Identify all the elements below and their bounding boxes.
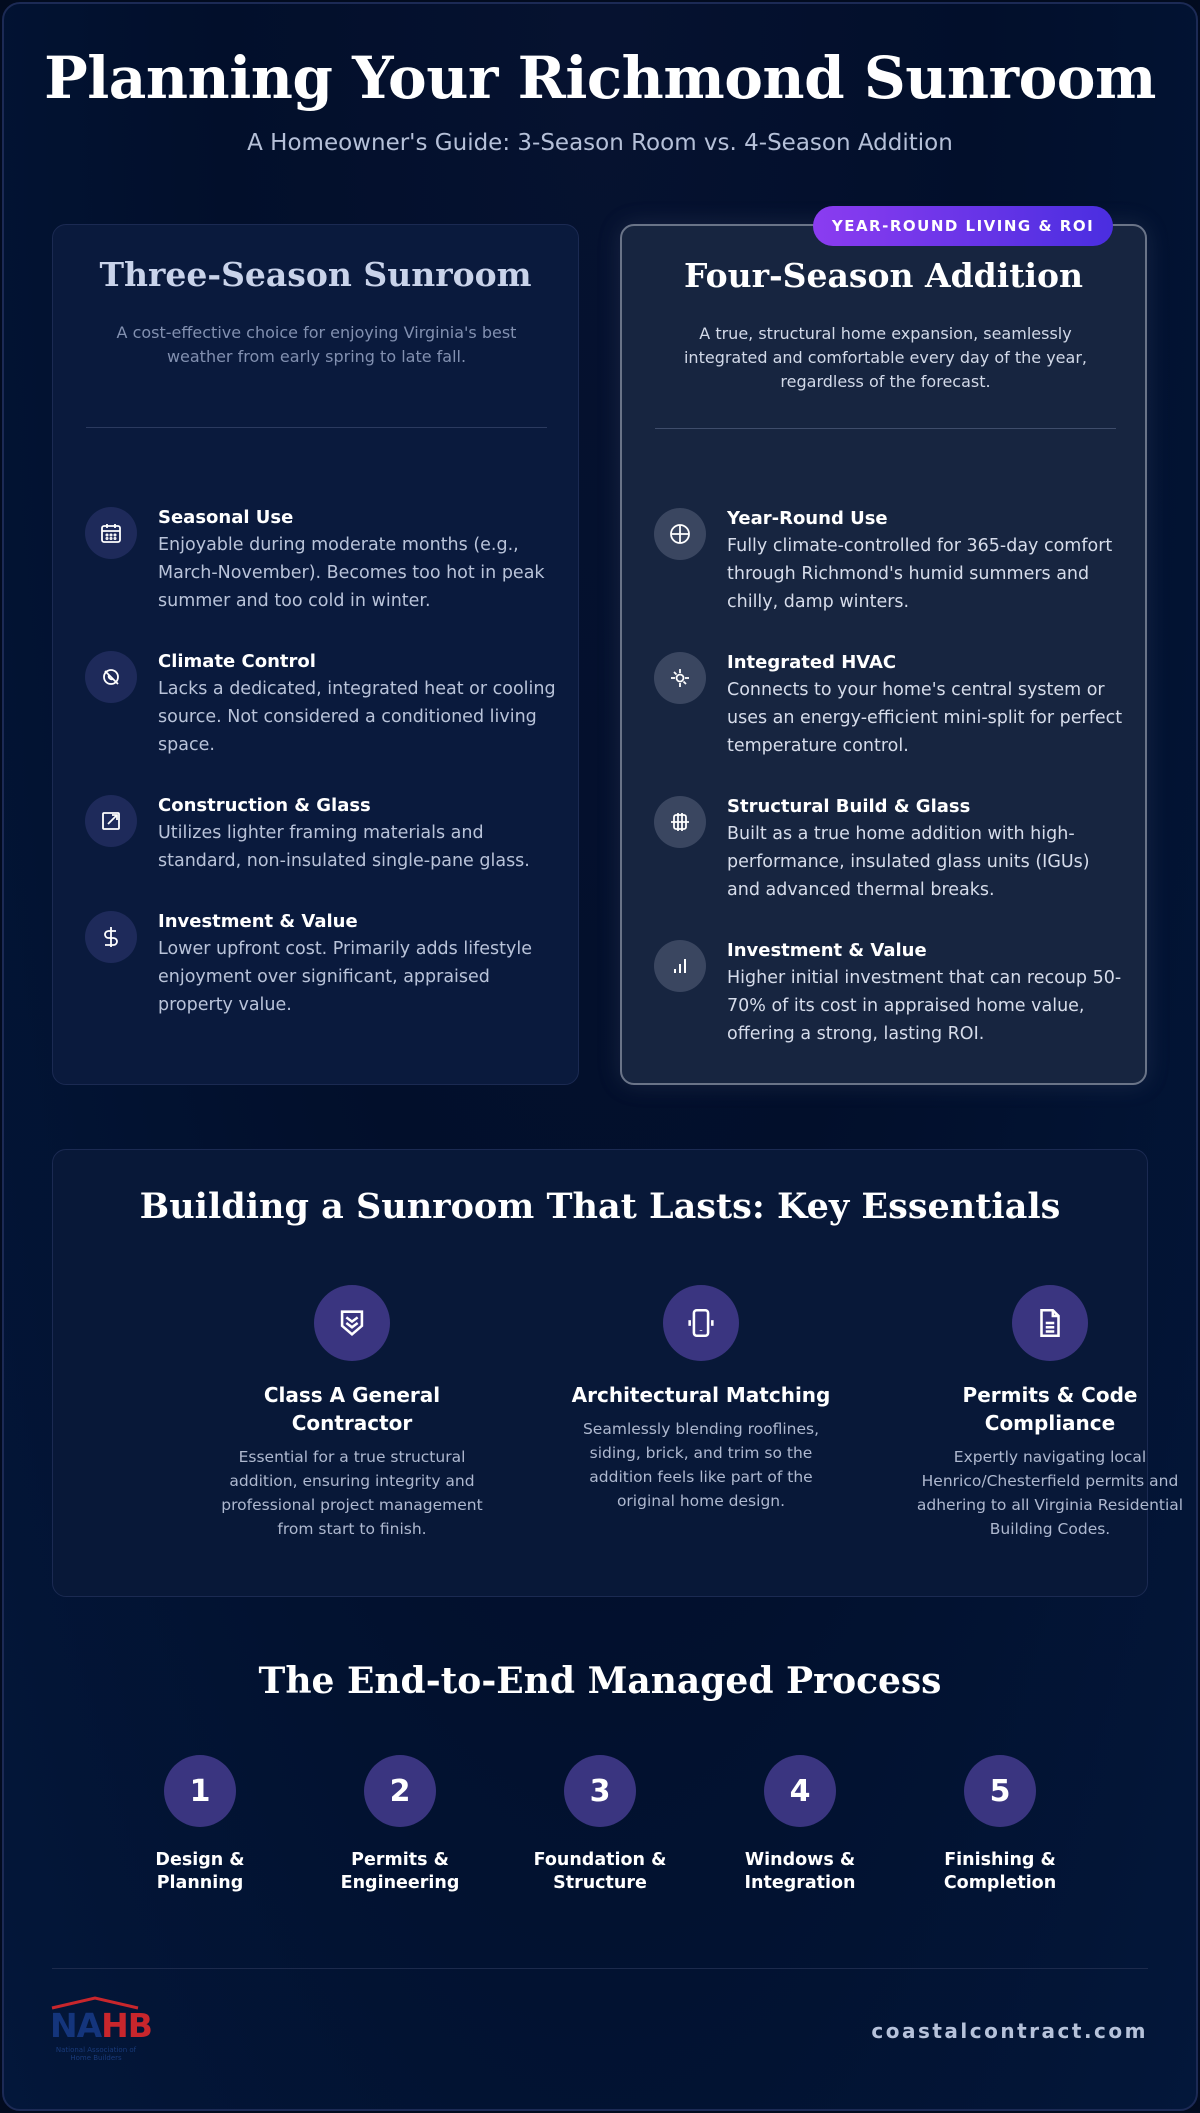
step-label: Windows & Integration (744, 1850, 856, 1893)
process-step-3 (510, 1755, 690, 1895)
four-season-description: A true, structural home expansion, seamlessly integrated and comfortable every day of the year, regardless of the forecast. (683, 324, 1087, 391)
feature-text: Connects to your home's central system or uses an energy-efficient mini-split for perfect temperature control. (727, 680, 1123, 756)
website-link[interactable]: coastalcontract.com (871, 2019, 1148, 2043)
card-divider (86, 427, 547, 428)
page-title: Planning Your Richmond Sunroom (44, 44, 1156, 112)
process-step-5 (910, 1755, 1090, 1895)
document-icon (1012, 1285, 1088, 1361)
shield-badge-icon (314, 1285, 390, 1361)
essential-text: Essential for a true structural addition, ensuring integrity and professional project management from start to finish. (221, 1448, 483, 1538)
card-divider (655, 428, 1116, 429)
step-label: Permits & Engineering (340, 1850, 460, 1893)
four-season-card (620, 224, 1147, 1085)
four-season-title: Four-Season Addition (683, 256, 1084, 295)
feature-text: Built as a true home addition with high-performance, insulated glass units (IGUs) and advanced thermal breaks. (727, 824, 1090, 900)
calendar-icon (85, 507, 137, 559)
step-label: Foundation & Structure (533, 1850, 667, 1893)
climate-off-icon (85, 651, 137, 703)
hvac-icon (654, 652, 706, 704)
feature-title: Climate Control (158, 651, 316, 672)
logo-subtext: National Association of Home Builders (55, 2046, 137, 2062)
feature-text: Fully climate-controlled for 365-day comfort through Richmond's humid summers and chilly, damp winters. (727, 536, 1113, 612)
essential-architectural (556, 1285, 846, 1513)
window-frame-icon (85, 795, 137, 847)
feature-title: Investment & Value (158, 911, 358, 932)
essential-title: Architectural Matching (571, 1383, 831, 1407)
essential-contractor (207, 1285, 497, 1541)
logo-text: NAHB (50, 2006, 152, 2045)
feature-text: Higher initial investment that can recoup 50-70% of its cost in appraised home value, offering a strong, lasting ROI. (727, 968, 1122, 1044)
feature-title: Investment & Value (727, 940, 927, 961)
year-round-badge: YEAR-ROUND LIVING & ROI (813, 206, 1113, 246)
crosshair-globe-icon (654, 508, 706, 560)
step-number: 4 (764, 1755, 836, 1827)
essential-title: Class A General Contractor (263, 1383, 441, 1435)
essential-title: Permits & Code Compliance (962, 1383, 1138, 1435)
step-number: 2 (364, 1755, 436, 1827)
essentials-section (52, 1149, 1184, 1597)
three-season-description: A cost-effective choice for enjoying Virginia's best weather from early spring to late fall. (116, 323, 517, 366)
feature-title: Year-Round Use (727, 508, 888, 529)
feature-title: Integrated HVAC (727, 652, 897, 673)
step-label: Design & Planning (155, 1850, 245, 1893)
feature-title: Construction & Glass (158, 795, 371, 816)
feature-text: Lacks a dedicated, integrated heat or cooling source. Not considered a conditioned living space. (158, 679, 556, 755)
process-step-2 (310, 1755, 490, 1895)
device-icon (663, 1285, 739, 1361)
three-season-card (52, 224, 579, 1085)
feature-title: Seasonal Use (158, 507, 294, 528)
feature-text: Lower upfront cost. Primarily adds lifestyle enjoyment over significant, appraised property value. (158, 939, 532, 1015)
feature-text: Utilizes lighter framing materials and standard, non-insulated single-pane glass. (158, 823, 530, 871)
step-label: Finishing & Completion (943, 1850, 1057, 1893)
step-number: 1 (164, 1755, 236, 1827)
process-step-1 (110, 1755, 290, 1895)
footer-divider (52, 1968, 1148, 1969)
structure-icon (654, 796, 706, 848)
essentials-title: Building a Sunroom That Lasts: Key Essentials (139, 1186, 1061, 1227)
bar-chart-icon (654, 940, 706, 992)
dollar-icon (85, 911, 137, 963)
essential-text: Seamlessly blending rooflines, siding, brick, and trim so the addition feels like part of the original home design. (582, 1420, 820, 1510)
essential-permits (905, 1285, 1195, 1541)
step-number: 5 (964, 1755, 1036, 1827)
feature-title: Structural Build & Glass (727, 796, 971, 817)
essential-text: Expertly navigating local Henrico/Chesterfield permits and adhering to all Virginia Residential Building Codes. (916, 1448, 1184, 1538)
step-number: 3 (564, 1755, 636, 1827)
three-season-title: Three-Season Sunroom (99, 255, 532, 294)
process-title: The End-to-End Managed Process (258, 1660, 942, 1702)
nahb-logo (50, 1996, 152, 2062)
feature-text: Enjoyable during moderate months (e.g., March-November). Becomes too hot in peak summer and too cold in winter. (158, 535, 545, 611)
process-step-4 (710, 1755, 890, 1895)
page-subtitle: A Homeowner's Guide: 3-Season Room vs. 4-Season Addition (247, 130, 953, 156)
